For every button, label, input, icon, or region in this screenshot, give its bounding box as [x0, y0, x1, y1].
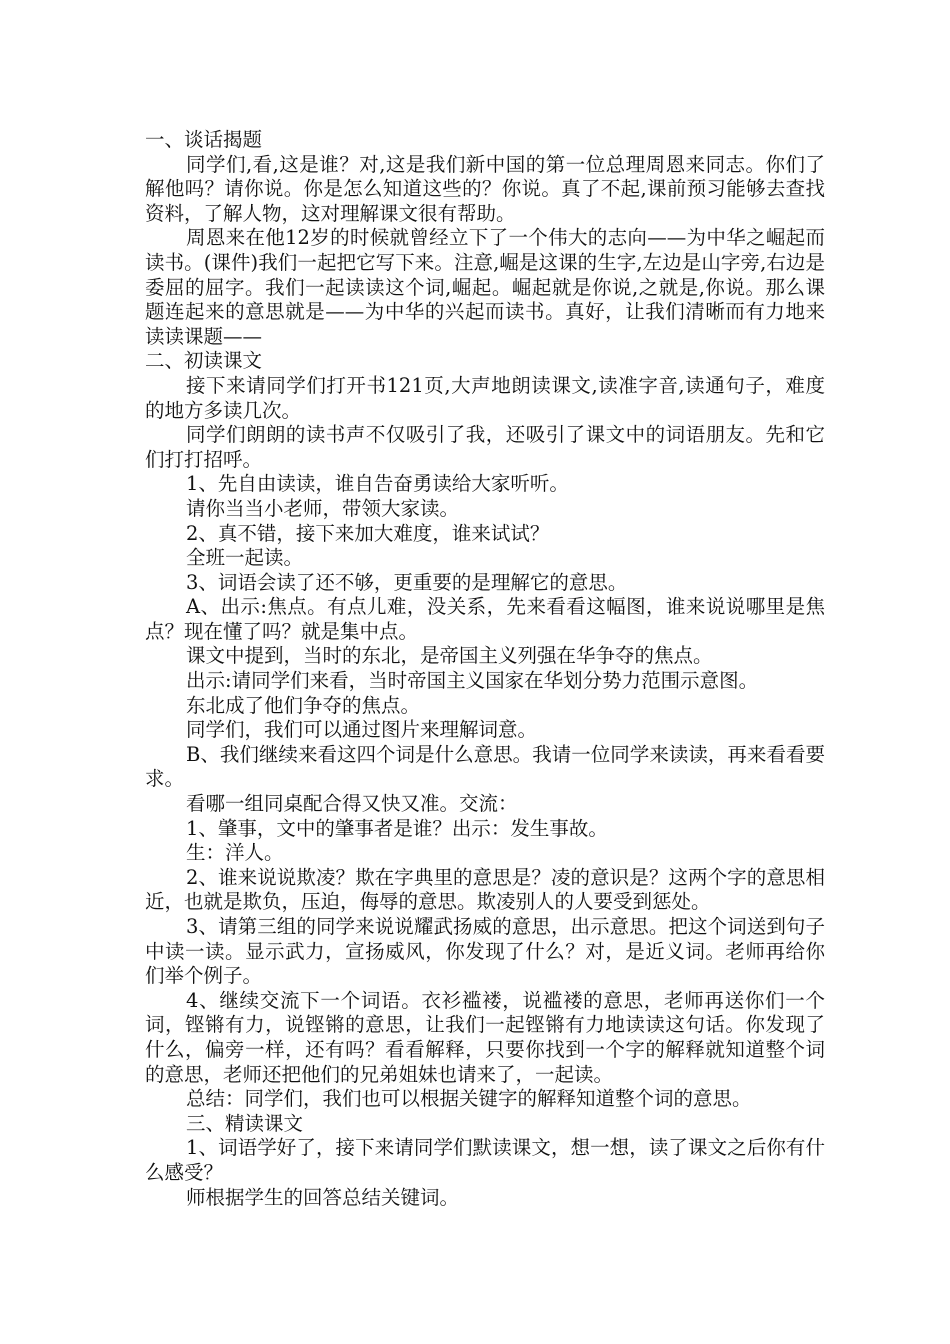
paragraph: 师根据学生的回答总结关键词。: [186, 1185, 460, 1209]
paragraph: 生：洋人。: [186, 841, 284, 865]
section-heading-1: 一、谈话揭题: [145, 128, 263, 151]
paragraph: 3、词语会读了还不够，更重要的是理解它的意思。: [186, 570, 628, 594]
paragraph: 3、请第三组的同学来说说耀武扬威的意思，出示意思。把这个词送到句子中读一读。显示武力，宣扬威风，你发现了什么？对，是近义词。老师再给你们举个例子。: [145, 915, 825, 988]
paragraph: 1、先自由读读，谁自告奋勇读给大家听听。: [186, 472, 569, 496]
paragraph: 出示:请同学们来看，当时帝国主义国家在华划分势力范围示意图。: [186, 669, 759, 693]
paragraph: 1、词语学好了，接下来请同学们默读课文，想一想，读了课文之后你有什么感受？: [145, 1136, 825, 1184]
paragraph: 接下来请同学们打开书121页,大声地朗读课文,读准字音,读通句子，难度的地方多读几次。: [145, 373, 825, 422]
paragraph: 同学们朗朗的读书声不仅吸引了我，还吸引了课文中的词语朋友。先和它们打打招呼。: [145, 423, 825, 471]
section-heading-3: 三、精读课文: [186, 1111, 304, 1135]
paragraph: 2、谁来说说欺凌？欺在字典里的意思是？凌的意识是？这两个字的意思相近，也就是欺负，压迫，侮辱的意思。欺凌别人的人要受到惩处。: [145, 865, 825, 914]
paragraph: 2、真不错，接下来加大难度，谁来试试？: [186, 521, 550, 545]
paragraph: 请你当当小老师，带领大家读。: [186, 496, 460, 520]
paragraph: A、出示:焦点。有点儿难，没关系，先来看看这幅图，谁来说说哪里是焦点？现在懂了吗？就是集中点。: [145, 595, 825, 643]
paragraph: 周恩来在他12岁的时候就曾经立下了一个伟大的志向——为中华之崛起而读书。(课件)我们一起把它写下来。注意,崛是这课的生字,左边是山字旁,右边是委屈的屈字。我们一起读读这个词,崛起。崛起就是你说,之就是,你说。那么课题连起来的意思就是——为中华的兴起而读书。真好，让我们清晰而有力地来读读课题——: [145, 226, 825, 348]
paragraph: 同学们，我们可以通过图片来理解词意。: [186, 718, 538, 742]
section-heading-2: 二、初读课文: [145, 349, 263, 373]
paragraph: B、我们继续来看这四个词是什么意思。我请一位同学来读读，再来看看要求。: [145, 742, 825, 791]
paragraph: 课文中提到，当时的东北，是帝国主义列强在华争夺的焦点。: [186, 644, 713, 668]
paragraph: 1、肇事，文中的肇事者是谁？出示：发生事故。: [186, 816, 608, 840]
paragraph: 4、继续交流下一个词语。衣衫褴褛，说褴褛的意思，老师再送你们一个词，铿锵有力，说铿锵的意思，让我们一起铿锵有力地读读这句话。你发现了什么，偏旁一样，还有吗？看看解释，只要你找到一个字的解释就知道整个词的意思，老师还把他们的兄弟姐妹也请来了，一起读。: [145, 988, 825, 1086]
paragraph: 看哪一组同桌配合得又快又准。交流：: [186, 792, 518, 816]
paragraph: 全班一起读。: [186, 546, 304, 570]
document-body: [145, 128, 825, 1210]
paragraph: 总结：同学们，我们也可以根据关键字的解释知道整个词的意思。: [186, 1087, 752, 1111]
paragraph: 东北成了他们争夺的焦点。: [186, 693, 421, 717]
paragraph: 同学们,看,这是谁？对,这是我们新中国的第一位总理周恩来同志。你们了解他吗？请你说。你是怎么知道这些的？你说。真了不起,课前预习能够去查找资料，了解人物，这对理解课文很有帮助。: [145, 152, 825, 225]
